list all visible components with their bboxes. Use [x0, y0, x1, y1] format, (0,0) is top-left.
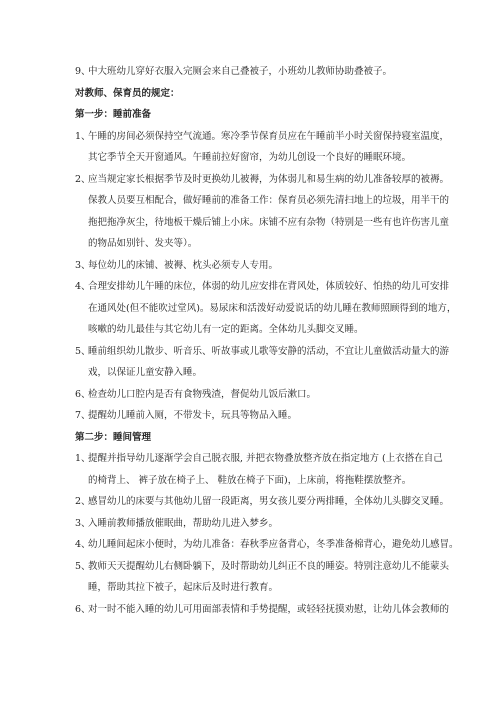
item-text-line: 每位幼儿的床铺、被褥、枕头必须专人专用。: [88, 259, 279, 271]
item-text-line: 睡，帮助其拉下被子，起床后及时进行教育。: [88, 582, 279, 593]
list-item: [75, 126, 450, 169]
step2-list: [75, 448, 459, 620]
list-item: [75, 341, 450, 384]
item-text-line: 中大班幼儿穿好衣服入完厕会来自己叠被子，小班幼儿教师协助叠被子。: [88, 66, 393, 77]
item-number: 7、: [75, 410, 91, 421]
list-item: [75, 384, 437, 406]
item-text-line: 保教人员要互相配合，做好睡前的准备工作：保育员必须先清扫地上的垃圾，用半干的: [88, 195, 450, 206]
item-number: 3、: [75, 517, 91, 529]
step2-title: 第二步：睡间管理: [75, 431, 152, 443]
item-number: 6、: [75, 388, 91, 400]
item-number: 2、: [75, 496, 91, 507]
step1-list: [75, 126, 457, 427]
item-number: 4、: [75, 539, 91, 550]
item-text-line: 对一时不能入睡的幼儿可用面部表情和手势提醒，或轻轻抚摸劝慰，让幼儿体会教师的: [88, 603, 450, 615]
item-text-line: 在通风处(但不能吹过堂风)。易尿床和活泼好动爱说话的幼儿睡在教师照顾得到的地方，: [88, 302, 457, 314]
list-item: [75, 556, 450, 599]
item-number: 9、: [75, 66, 91, 77]
item-text-line: 戏，以保证儿童安静入睡。: [88, 367, 203, 378]
list-item: [75, 513, 437, 535]
item-text-line: 教师天天提醒幼儿右侧卧躺下，及时帮助幼儿纠正不良的睡姿。特别注意幼儿不能蒙头: [88, 560, 450, 572]
item-text-line: 检查幼儿口腔内是否有食物残渣，督促幼儿饭后漱口。: [88, 388, 317, 400]
item-number: 2、: [75, 173, 91, 185]
item-number: 5、: [75, 560, 91, 572]
item-text-line: 的椅背上、 裤子放在椅子上、 鞋放在椅子下面)，上床前，将拖鞋摆放整齐。: [88, 474, 412, 486]
list-item: [75, 599, 450, 621]
step1-title: 第一步：睡前准备: [75, 109, 152, 120]
list-item: [75, 276, 457, 341]
item-text-line: 提醒并指导幼儿逐渐学会自己脱衣服, 并把衣物叠放整齐放在指定地方 (上衣搭在自己: [88, 453, 443, 464]
list-item: [75, 491, 450, 513]
item-number: 4、: [75, 281, 91, 292]
item-number: 3、: [75, 259, 91, 271]
list-item: [75, 61, 437, 83]
item-text-line: 午睡的房间必须保持空气流通。寒冷季节保育员应在午睡前半小时关窗保持寝室温度，: [88, 130, 450, 142]
item-text-line: 合理安排幼儿午睡的床位，体弱的幼儿应安排在背风处，体质较好、怕热的幼儿可安排: [88, 281, 450, 292]
item-text-line: 应当规定家长根据季节及时更换幼儿被褥，为体弱儿和易生病的幼儿准备较厚的被褥。: [88, 173, 450, 185]
item-text-line: 的物品如别针、发夹等）。: [88, 238, 198, 249]
item-text-line: 提醒幼儿睡前入厕，不带发卡，玩具等物品入睡。: [88, 410, 298, 421]
list-item: [75, 534, 459, 556]
document-body: [75, 61, 459, 620]
list-item: [75, 255, 437, 277]
item-text-line: 拖把拖净灰尘，待地板干燥后铺上小床。床铺不应有杂物（特别是一些有也许伤害儿童: [88, 216, 450, 228]
item-text-line: 咳嗽的幼儿最佳与其它幼儿有一定的距离。全体幼儿头脚交叉睡。: [88, 324, 364, 335]
item-text-line: 感冒幼儿的床要与其他幼儿留一段距离，男女孩儿要分两排睡，全体幼儿头脚交叉睡。: [88, 496, 450, 507]
item-text-line: 睡前组织幼儿散步、听音乐、听故事或儿歌等安静的活动，不宜让儿童做活动量大的游: [88, 345, 450, 357]
item-text-line: 幼儿睡间起床小便时，为幼儿准备：春秋季应备背心，冬季准备棉背心，避免幼儿感冒。: [88, 539, 459, 550]
item-text-line: 入睡前教师播放催眠曲，帮助幼儿进入梦乡。: [88, 517, 279, 529]
item-text-line: 其它季节全天开窗通风。午睡前拉好窗帘，为幼儿创设一个良好的睡眠环境。: [88, 152, 412, 163]
item-number: 1、: [75, 453, 91, 464]
section-title: 对教师、保育员的规定：: [75, 87, 180, 99]
list-item: [75, 448, 443, 491]
item-number: 6、: [75, 603, 91, 615]
list-item: [75, 169, 450, 255]
list-item: [75, 405, 437, 427]
intro-item-container: [75, 61, 437, 83]
item-number: 5、: [75, 345, 91, 357]
item-number: 1、: [75, 130, 91, 142]
